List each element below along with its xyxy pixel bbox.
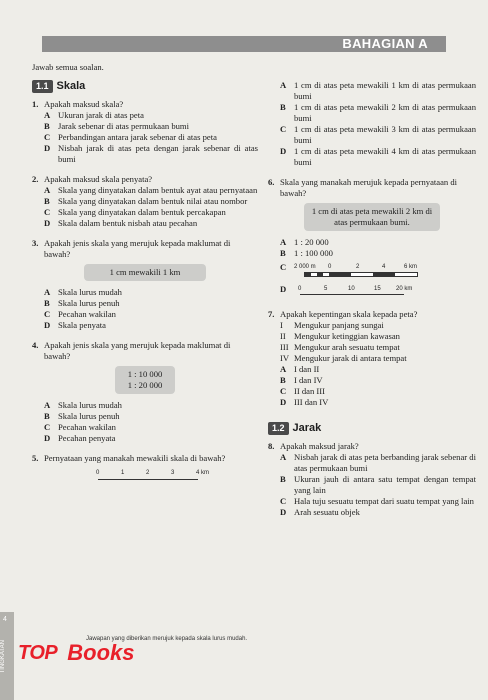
section-title: Jarak: [292, 422, 322, 434]
option-d[interactable]: D 1 cm di atas peta mewakili 4 km di atas permukaan bumi: [280, 146, 476, 167]
topbooks-logo: [18, 640, 135, 666]
section-number: 1.1: [32, 80, 53, 93]
question-3: [32, 238, 258, 331]
question-number: 5.: [32, 453, 39, 463]
option-a[interactable]: A Skala yang dinyatakan dalam bentuk ayat atau pernyataan: [44, 185, 258, 195]
statement-iii: III Mengukur arah sesuatu tempat: [280, 342, 400, 352]
option-c[interactable]: C Pecahan wakilan: [44, 309, 116, 319]
question-number: 3.: [32, 238, 39, 248]
option-d[interactable]: D Arah sesuatu objek: [280, 507, 360, 517]
ratio-1: 1 : 10 000: [127, 369, 163, 379]
question-number: 6.: [268, 177, 275, 187]
option-c[interactable]: C II dan III: [280, 386, 326, 396]
info-box: 1 cm di atas peta mewakili 2 km di atas permukaan bumi.: [304, 203, 440, 231]
question-stem: Apakah maksud skala penyata?: [44, 174, 153, 184]
question-stem: Apakah kepentingan skala kepada peta?: [280, 309, 418, 319]
option-a[interactable]: A Nisbah jarak di atas peta berbanding jarak sebenar di atas permukaan bumi: [280, 452, 476, 473]
question-stem: Apakah maksud skala?: [44, 99, 124, 109]
option-c[interactable]: C 2 000 m 0 2 4 6 km: [280, 262, 476, 277]
question-number: 4.: [32, 340, 39, 350]
option-d[interactable]: D 0 5 10 15 20 km: [280, 284, 476, 295]
option-d[interactable]: D Skala dalam bentuk nisbah atau pecahan: [44, 218, 198, 228]
instructions: Jawab semua soalan.: [32, 62, 104, 72]
option-a[interactable]: A Skala lurus mudah: [44, 400, 122, 410]
question-stem: Apakah maksud jarak?: [280, 441, 359, 451]
question-stem: Apakah jenis skala yang merujuk kepada maklumat di bawah?: [44, 340, 231, 361]
question-1: [32, 99, 258, 165]
footnote: Jawapan yang diberikan merujuk kepada skala lurus mudah.: [86, 636, 248, 642]
section-number: 1.2: [268, 422, 289, 435]
statement-i: I Mengukur panjang sungai: [280, 320, 384, 330]
statement-iv: IV Mengukur jarak di antara tempat: [280, 353, 407, 363]
option-c[interactable]: C Pecahan wakilan: [44, 422, 116, 432]
logo-books-text: Books: [67, 640, 135, 665]
full-linear-scale: 2 000 m 0 2 4 6 km: [294, 262, 424, 277]
section-title: Skala: [56, 80, 86, 92]
question-8: [268, 441, 476, 518]
simple-linear-scale: 0 5 10 15 20 km: [294, 284, 424, 295]
section-banner: [42, 36, 446, 52]
option-c[interactable]: C Perbandingan antara jarak sebenar di atas peta: [44, 132, 217, 142]
section-heading-jarak: [268, 422, 476, 435]
option-b[interactable]: B Skala lurus penuh: [44, 298, 120, 308]
section-heading-skala: [32, 80, 258, 93]
option-a[interactable]: A 1 cm di atas peta mewakili 1 km di atas permukaan bumi: [280, 80, 476, 101]
question-stem: Apakah jenis skala yang merujuk kepada maklumat di bawah?: [44, 238, 231, 259]
option-a[interactable]: A 1 : 20 000: [280, 237, 329, 247]
question-number: 8.: [268, 441, 275, 451]
option-d[interactable]: D Pecahan penyata: [44, 433, 116, 443]
question-5: [32, 453, 258, 480]
question-4: [32, 340, 258, 444]
option-b[interactable]: B 1 cm di atas peta mewakili 2 km di atas permukaan bumi: [280, 102, 476, 123]
option-b[interactable]: B Skala yang dinyatakan dalam bentuk nilai atau nombor: [44, 196, 248, 206]
option-d[interactable]: D Nisbah jarak di atas peta dengan jarak sebenar di atas bumi: [44, 143, 258, 164]
question-number: 2.: [32, 174, 39, 184]
right-column: [268, 80, 476, 527]
option-a[interactable]: A Skala lurus mudah: [44, 287, 122, 297]
left-column: [32, 80, 258, 489]
option-b[interactable]: B I dan IV: [280, 375, 323, 385]
side-tab-label: TINGKATAN: [0, 640, 6, 674]
option-b[interactable]: B 1 : 100 000: [280, 248, 333, 258]
banner-title: BAHAGIAN A: [342, 36, 428, 51]
statement-ii: II Mengukur ketinggian kawasan: [280, 331, 400, 341]
option-b[interactable]: B Skala lurus penuh: [44, 411, 120, 421]
option-c[interactable]: C Hala tuju sesuatu tempat dari suatu tempat yang lain: [280, 496, 474, 506]
info-box: 1 cm mewakili 1 km: [84, 264, 206, 281]
option-d[interactable]: D III dan IV: [280, 397, 329, 407]
question-number: 1.: [32, 99, 39, 109]
option-b[interactable]: B Jarak sebenar di atas permukaan bumi: [44, 121, 190, 131]
scale-line: [98, 479, 198, 480]
question-stem: Skala yang manakah merujuk kepada pernyataan di bawah?: [280, 177, 458, 198]
option-a[interactable]: A I dan II: [280, 364, 320, 374]
option-d[interactable]: D Skala penyata: [44, 320, 106, 330]
question-5-options: [268, 80, 476, 168]
option-a[interactable]: A Ukuran jarak di atas peta: [44, 110, 144, 120]
option-c[interactable]: C Skala yang dinyatakan dalam bentuk percakapan: [44, 207, 226, 217]
logo-top-text: TOP: [18, 641, 58, 664]
option-b[interactable]: B Ukuran jauh di antara satu tempat dengan tempat yang lain: [280, 474, 476, 495]
question-6: [268, 177, 476, 295]
question-stem: Pernyataan yang manakah mewakili skala di bawah?: [44, 453, 226, 463]
scale-bar: [304, 272, 418, 277]
linear-scale: 0 1 2 3 4 km: [98, 468, 208, 480]
question-2: [32, 174, 258, 229]
question-7: [268, 309, 476, 408]
ratio-2: 1 : 20 000: [127, 380, 163, 390]
option-c[interactable]: C 1 cm di atas peta mewakili 3 km di atas permukaan bumi: [280, 124, 476, 145]
question-number: 7.: [268, 309, 275, 319]
page-number: 4: [3, 616, 7, 623]
info-box: [115, 366, 175, 394]
